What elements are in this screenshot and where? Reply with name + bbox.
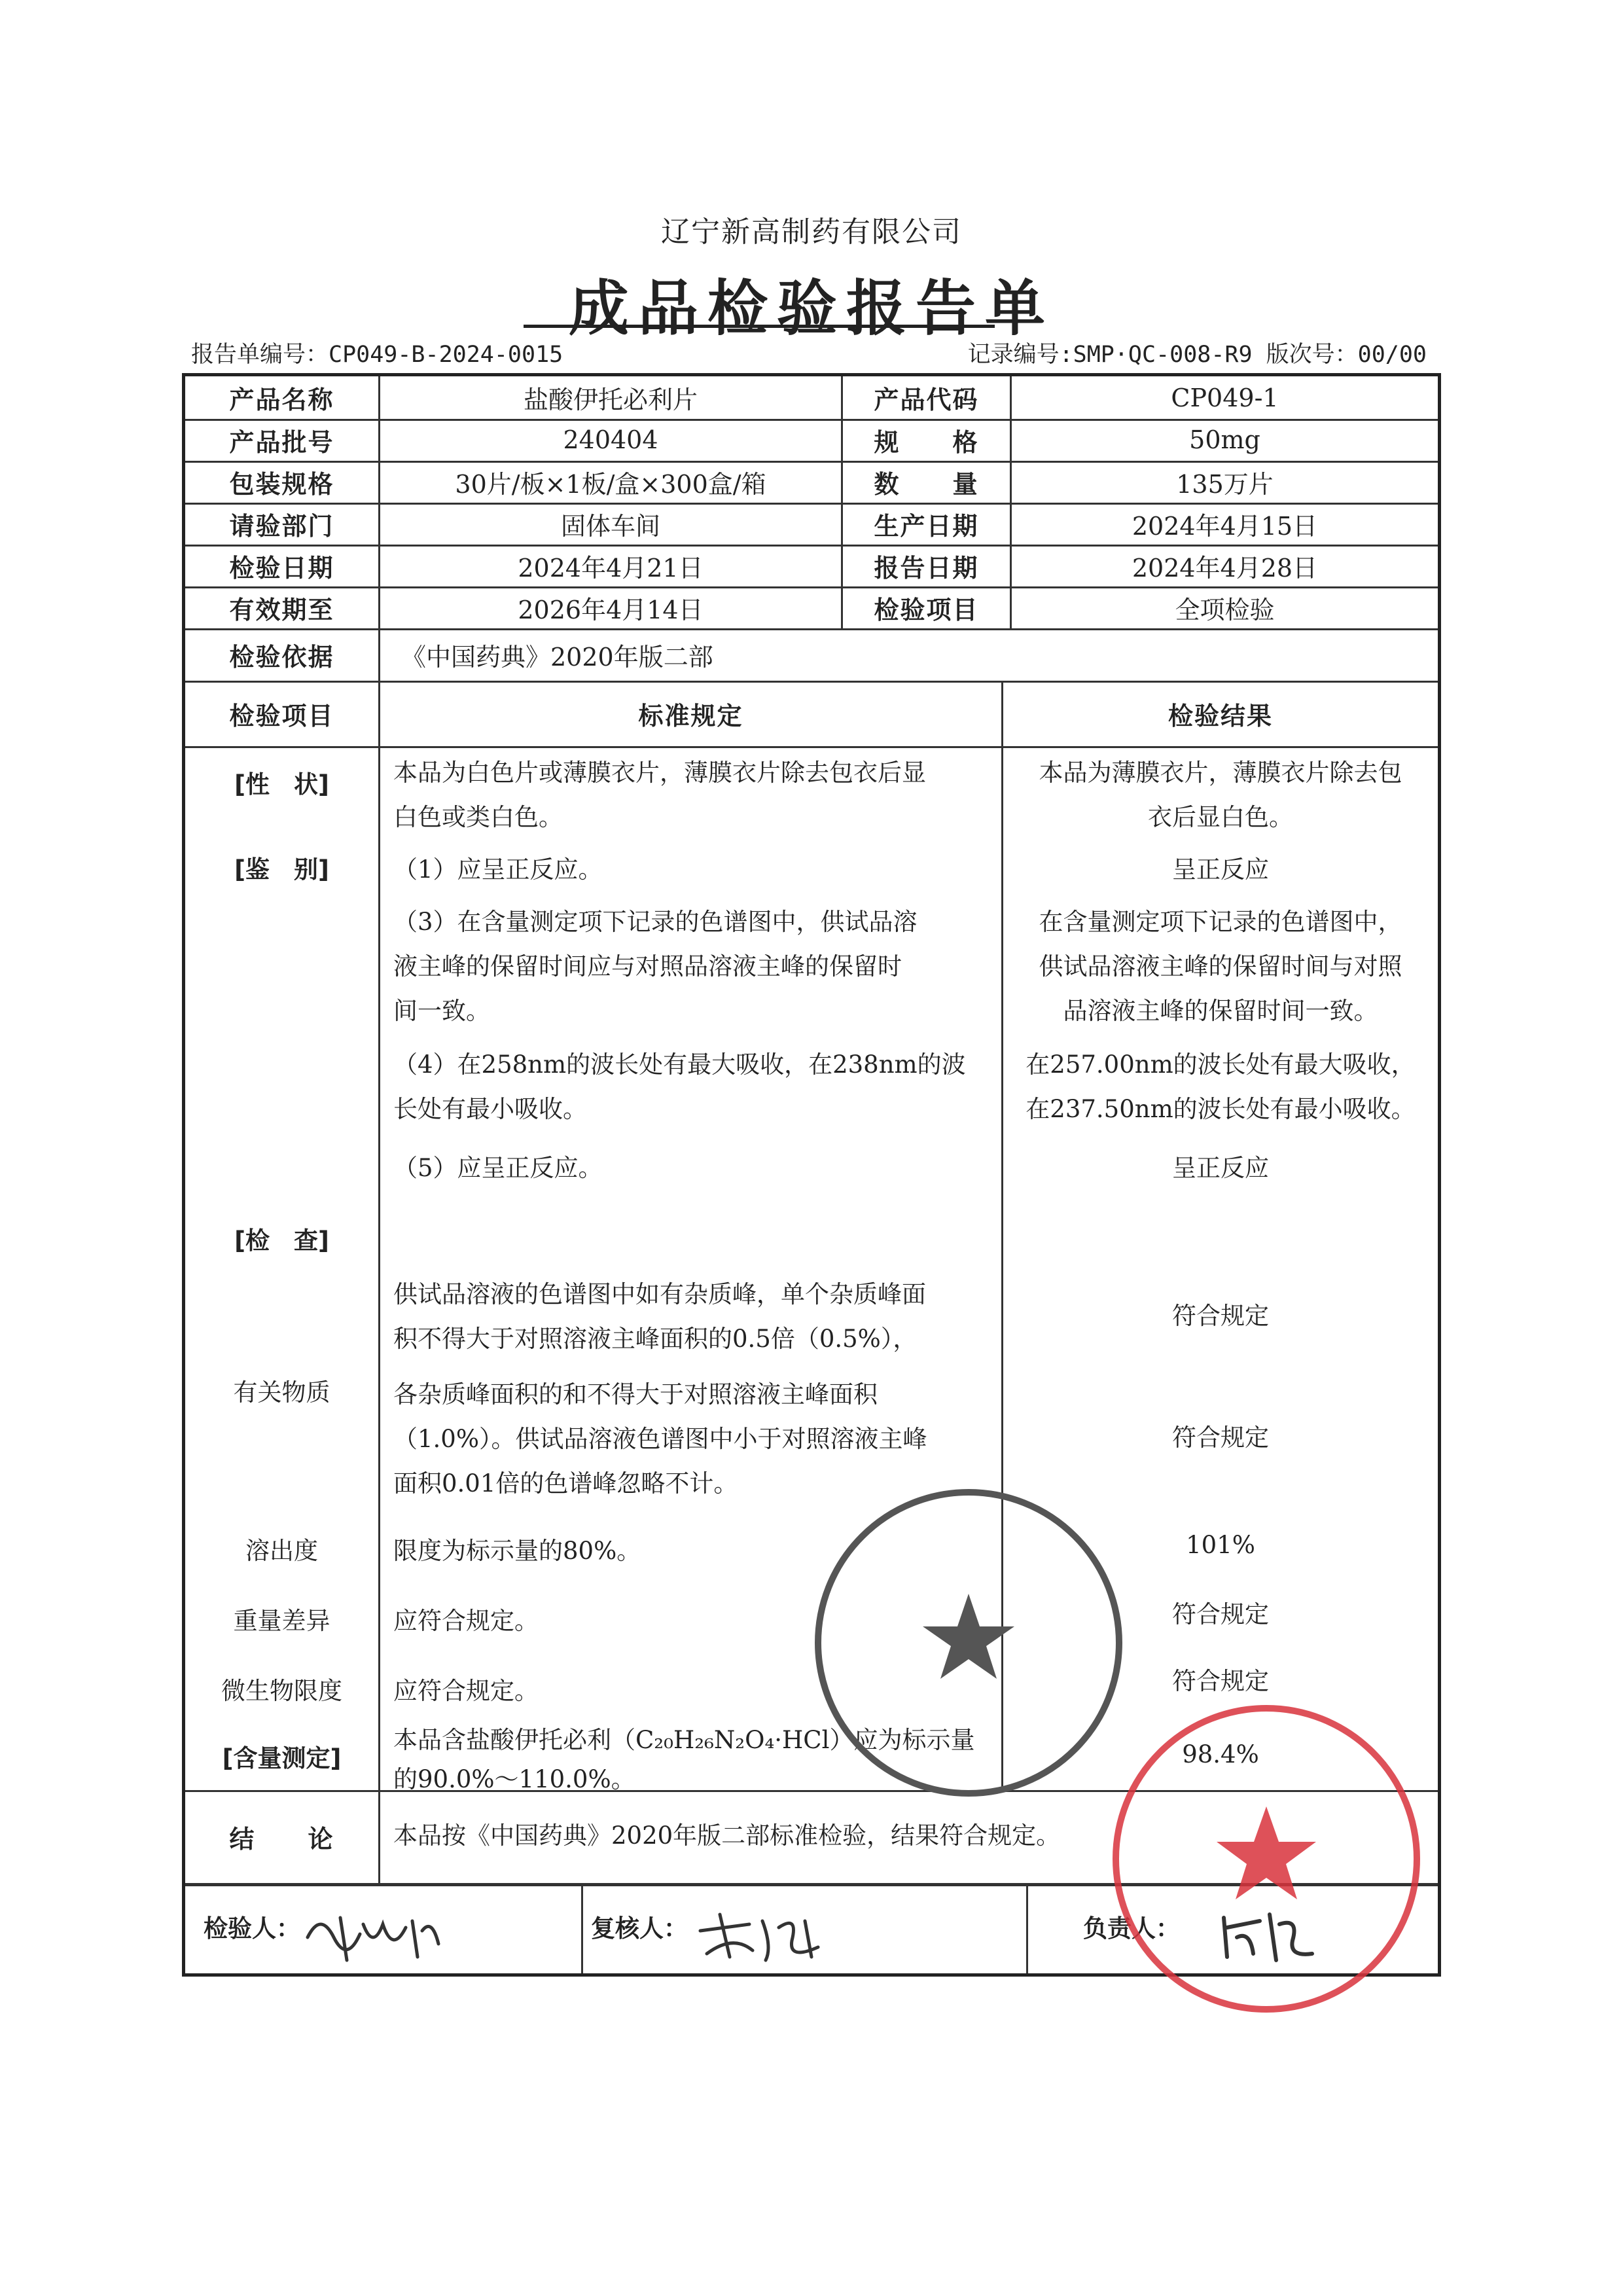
reviewer-signature: [694, 1901, 838, 1967]
record-number: 记录编号:SMP·QC-008-R9 版次号：00/00: [967, 342, 1427, 368]
expiry-value: 2026年4月14日: [518, 595, 704, 624]
check-label: [检 查]: [234, 1227, 329, 1255]
assay-result: 98.4%: [1182, 1740, 1259, 1768]
test-item-value: 全项检验: [1175, 595, 1275, 624]
product-name-value: 盐酸伊托必利片: [523, 386, 698, 414]
ident1-standard: （1）应呈正反应。: [393, 855, 603, 884]
microbial-standard: 应符合规定。: [393, 1677, 539, 1705]
spec-value: 50mg: [1189, 425, 1260, 454]
responsible-label: 负责人：: [1083, 1914, 1180, 1943]
inspector-label: 检验人：: [204, 1914, 300, 1943]
report-date-label: 报告日期: [874, 553, 979, 583]
ident4-standard-line1: （4）在258nm的波长处有最大吸收，在238nm的波: [393, 1050, 966, 1079]
ident3-standard-line1: （3）在含量测定项下记录的色谱图中，供试品溶: [393, 908, 918, 936]
assay-standard-line1: 本品含盐酸伊托必利（C₂₀H₂₆N₂O₄·HCl）应为标示量: [393, 1726, 975, 1754]
prod-date-label: 生产日期: [874, 511, 979, 541]
ident5-result: 呈正反应: [1172, 1154, 1269, 1182]
appearance-standard-line2: 白色或类白色。: [393, 803, 563, 831]
conclusion-label: 结 论: [229, 1824, 334, 1854]
spec-label: 规 格: [874, 427, 979, 457]
batch-label: 产品批号: [229, 427, 334, 457]
dissolution-standard: 限度为标示量的80%。: [393, 1537, 641, 1565]
product-code-value: CP049-1: [1171, 383, 1279, 412]
related-substances-label: 有关物质: [233, 1378, 330, 1407]
product-name-label: 产品名称: [229, 386, 334, 414]
ident3-result-line3: 品溶液主峰的保留时间一致。: [1063, 997, 1378, 1025]
ident3-result-line1: 在含量测定项下记录的色谱图中，: [1039, 908, 1402, 936]
ident3-standard-line2: 液主峰的保留时间应与对照品溶液主峰的保留时: [393, 952, 902, 980]
dissolution-label: 溶出度: [245, 1537, 318, 1565]
basis-label: 检验依据: [229, 642, 334, 672]
basis-value: 《中国药典》2020年版二部: [401, 642, 713, 672]
product-code-label: 产品代码: [874, 386, 979, 414]
related-standard-a-line2: 积不得大于对照溶液主峰面积的0.5倍（0.5%），: [393, 1325, 918, 1353]
appearance-result-line2: 衣后显白色。: [1148, 803, 1293, 831]
dissolution-result: 101%: [1186, 1531, 1255, 1559]
package-label: 包装规格: [229, 469, 334, 499]
col-item-header: 检验项目: [229, 701, 334, 730]
quantity-label: 数 量: [874, 469, 979, 499]
related-result-b: 符合规定: [1172, 1424, 1269, 1452]
appearance-standard-line1: 本品为白色片或薄膜衣片，薄膜衣片除去包衣后显: [393, 759, 926, 787]
weight-variation-label: 重量差异: [233, 1607, 330, 1635]
test-date-label: 检验日期: [229, 553, 334, 583]
ident5-standard: （5）应呈正反应。: [393, 1154, 603, 1182]
ident1-result: 呈正反应: [1172, 855, 1269, 884]
quantity-value: 135万片: [1176, 469, 1274, 499]
package-value: 30片/板×1板/盒×300盒/箱: [455, 469, 766, 499]
weight-result: 符合规定: [1172, 1600, 1269, 1628]
col-result-header: 检验结果: [1168, 701, 1273, 730]
related-result-a: 符合规定: [1172, 1302, 1269, 1330]
microbial-result: 符合规定: [1172, 1667, 1269, 1695]
col-standard-header: 标准规定: [638, 701, 743, 730]
related-standard-b-line2: （1.0%）。供试品溶液色谱图中小于对照溶液主峰: [393, 1425, 927, 1453]
reviewer-label: 复核人：: [591, 1914, 688, 1943]
inspector-signature: [301, 1898, 445, 1970]
identification-label: [鉴 别]: [234, 855, 329, 884]
assay-label: [含量测定]: [222, 1744, 342, 1772]
ident3-result-line2: 供试品溶液主峰的保留时间与对照: [1039, 952, 1402, 980]
company-name: 辽宁新高制药有限公司: [661, 215, 962, 249]
related-standard-b-line1: 各杂质峰面积的和不得大于对照溶液主峰面积: [393, 1380, 878, 1408]
microbial-limit-label: 微生物限度: [221, 1677, 342, 1705]
assay-standard-line2: 的90.0%～110.0%。: [393, 1765, 635, 1793]
buyer-quality-stamp: [1083, 1676, 1450, 2042]
weight-standard: 应符合规定。: [393, 1607, 539, 1635]
document-title: 成品检验报告单: [568, 273, 1054, 344]
dept-value: 固体车间: [560, 511, 660, 541]
test-date-value: 2024年4月21日: [518, 553, 704, 583]
test-item-label: 检验项目: [874, 595, 979, 624]
batch-value: 240404: [563, 425, 658, 454]
report-date-value: 2024年4月28日: [1132, 553, 1318, 583]
conclusion-text: 本品按《中国药典》2020年版二部标准检验，结果符合规定。: [393, 1821, 1061, 1850]
ident4-standard-line2: 长处有最小吸收。: [393, 1095, 587, 1123]
report-number: 报告单编号：CP049-B-2024-0015: [191, 342, 563, 368]
appearance-result-line1: 本品为薄膜衣片，薄膜衣片除去包: [1039, 759, 1402, 787]
ident3-standard-line3: 间一致。: [393, 997, 490, 1025]
related-standard-a-line1: 供试品溶液的色谱图中如有杂质峰，单个杂质峰面: [393, 1280, 926, 1308]
related-standard-b-line3: 面积0.01倍的色谱峰忽略不计。: [393, 1469, 738, 1498]
ident4-result-line2: 在237.50nm的波长处有最小吸收。: [1026, 1095, 1416, 1123]
title-underline: [524, 325, 995, 328]
expiry-label: 有效期至: [229, 595, 334, 624]
appearance-label: [性 状]: [234, 770, 329, 798]
prod-date-value: 2024年4月15日: [1132, 511, 1318, 541]
ident4-result-line1: 在257.00nm的波长处有最大吸收，: [1026, 1050, 1416, 1079]
dept-label: 请验部门: [229, 511, 334, 541]
